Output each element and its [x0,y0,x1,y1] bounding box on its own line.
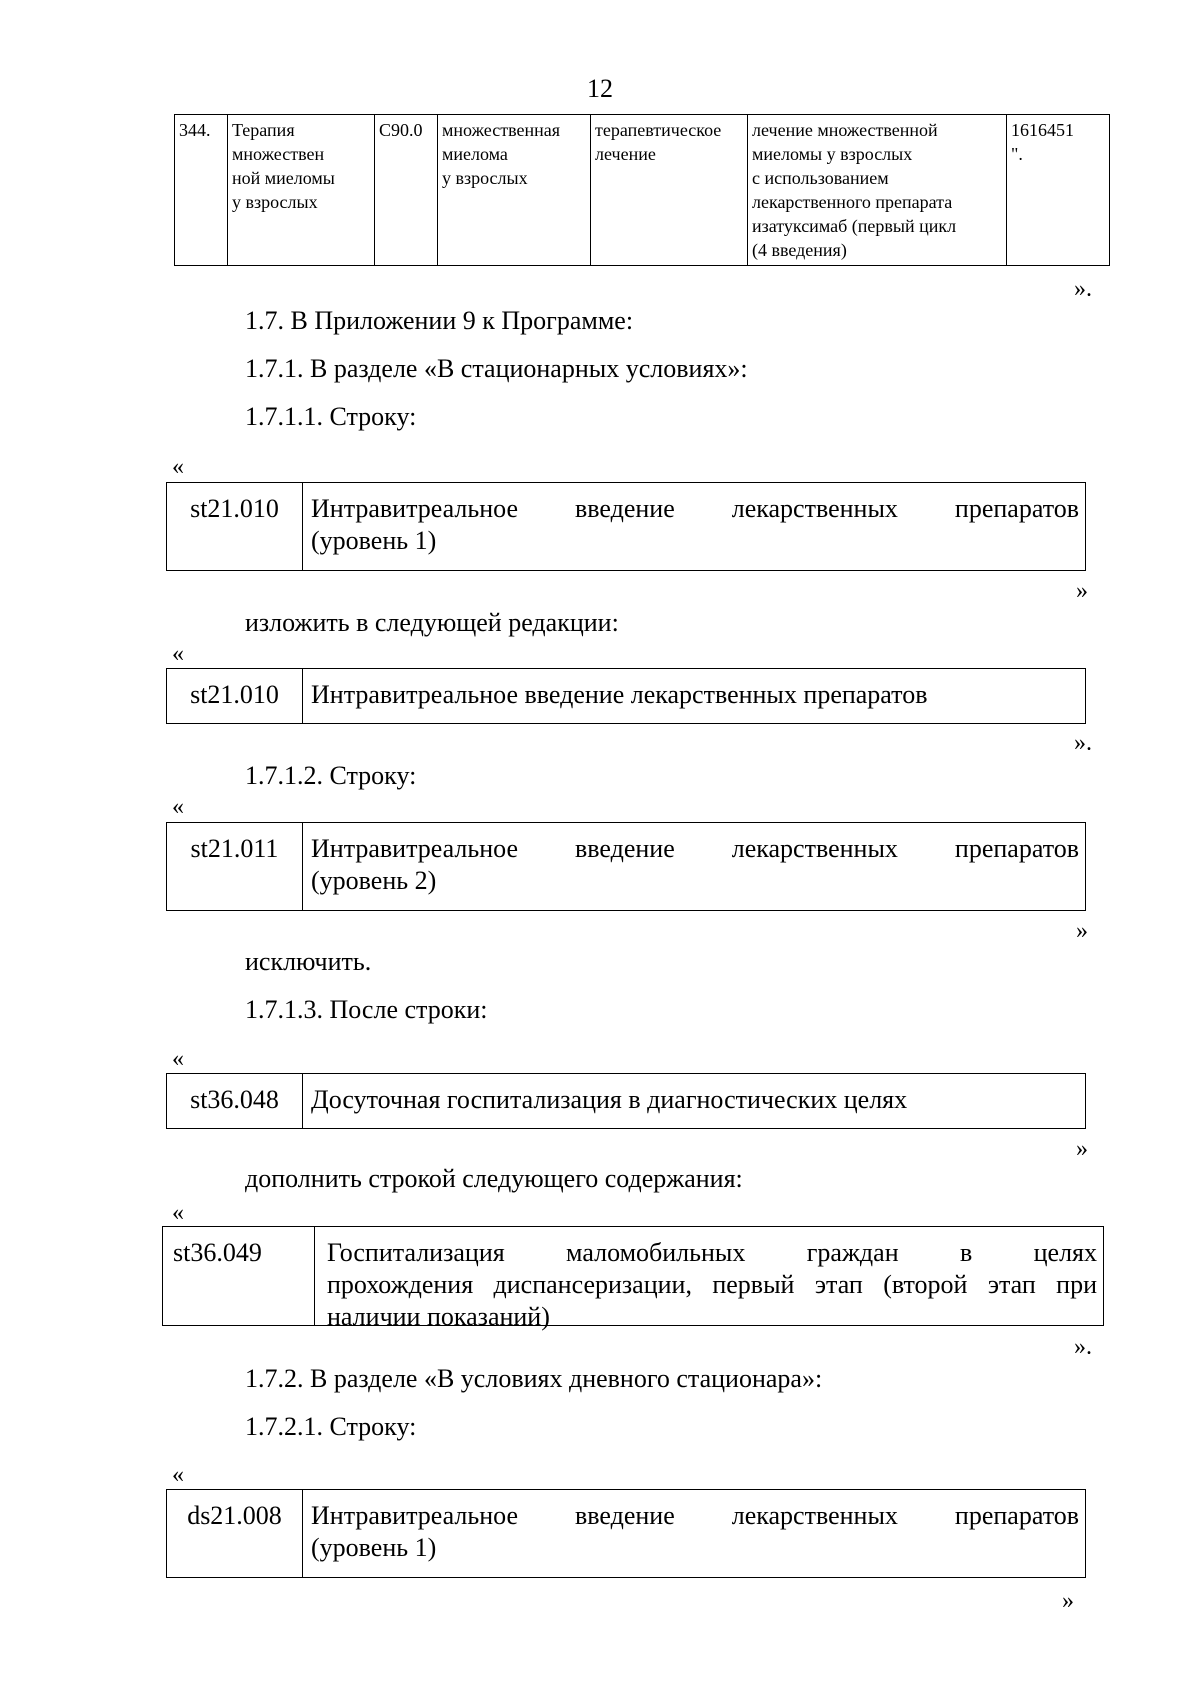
cost-cell: 1616451 ". [1007,115,1110,266]
opening-quote: « [172,1462,184,1488]
row-description: Интравитреальное введение лекарственных препаратов (уровень 1) [311,494,1079,555]
row-description: Интравитреальное введение лекарственных препаратов [311,680,928,709]
paragraph-1-7-2-1: 1.7.2.1. Строку: [245,1412,417,1441]
row-number-cell: 344. [175,115,228,266]
mkb-cell: C90.0 [375,115,438,266]
closing-quote: » [1076,578,1088,604]
code-row [166,482,1086,571]
top-table [174,114,1110,266]
closing-quote: » [1062,1588,1074,1614]
paragraph-1-7-1-3: 1.7.1.3. После строки: [245,995,488,1024]
table-row [175,115,1110,266]
paragraph-1-7: 1.7. В Приложении 9 к Программе: [245,306,634,335]
method-cell: терапевтическое лечение [591,115,748,266]
row-code: st21.010 [167,483,303,570]
paragraph-1-7-2: 1.7.2. В разделе «В условиях дневного стационара»: [245,1364,823,1393]
replace-text: изложить в следующей редакции: [245,608,619,637]
code-row [166,1073,1086,1129]
closing-quote: » [1076,918,1088,944]
paragraph-1-7-1: 1.7.1. В разделе «В стационарных условиях»: [245,354,748,383]
row-code: st21.011 [167,823,303,910]
row-description: Интравитреальное введение лекарственных препаратов (уровень 2) [311,834,1079,895]
paragraph-1-7-1-2: 1.7.1.2. Строку: [245,761,417,790]
row-code: st36.048 [167,1074,303,1128]
row-code: st36.049 [163,1227,315,1325]
row-description: Интравитреальное введение лекарственных препаратов (уровень 1) [311,1501,1079,1562]
page-number: 12 [587,74,613,103]
opening-quote: « [172,1046,184,1072]
row-description: Досуточная госпитализация в диагностических целях [311,1085,908,1114]
opening-quote: « [172,794,184,820]
treatment-cell: лечение множественной миеломы у взрослых с использованием лекарственного препарата изатуксимаб (первый цикл (4 введения) [748,115,1007,266]
closing-quote: ». [1074,730,1092,756]
name-cell: Терапия множествен ной миеломы у взрослых [228,115,375,266]
add-text: дополнить строкой следующего содержания: [245,1164,743,1193]
row-code: st21.010 [167,669,303,723]
closing-quote: ». [1074,1334,1092,1360]
paragraph-1-7-1-1: 1.7.1.1. Строку: [245,402,417,431]
closing-quote: ». [1074,276,1092,302]
opening-quote: « [172,454,184,480]
exclude-text: исключить. [245,947,372,976]
code-row [166,668,1086,724]
row-code: ds21.008 [167,1490,303,1577]
opening-quote: « [172,641,184,667]
code-row [162,1226,1104,1331]
model-cell: множественная миелома у взрослых [438,115,591,266]
opening-quote: « [172,1200,184,1226]
closing-quote: » [1076,1136,1088,1162]
row-description: Госпитализация маломобильных граждан в целях прохождения диспансеризации, первый этап (второй этап при наличии показаний) [327,1238,1097,1331]
code-row [166,822,1086,911]
code-row [166,1489,1086,1578]
